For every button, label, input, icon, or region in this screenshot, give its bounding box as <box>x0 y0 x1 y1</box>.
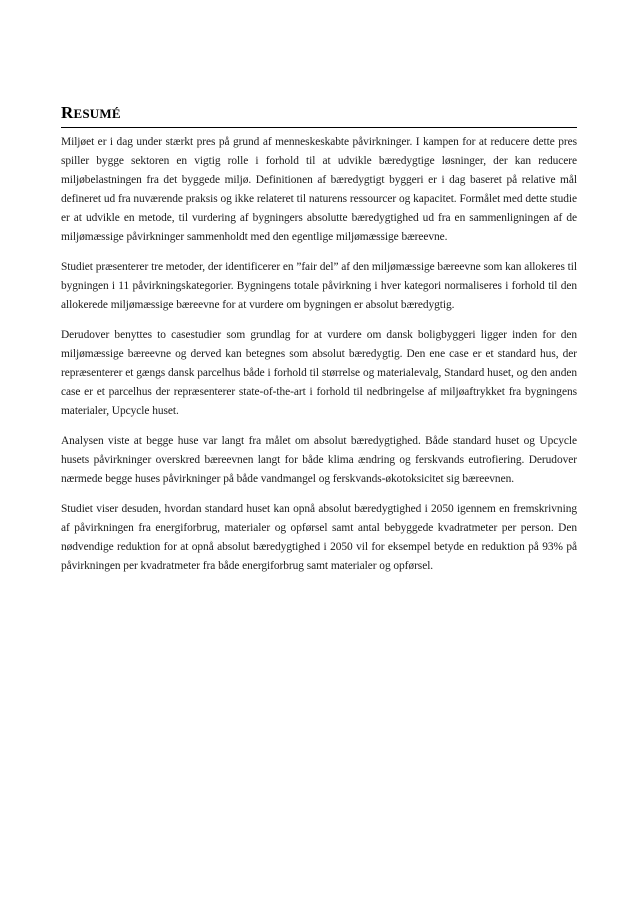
paragraph-methods: Studiet præsenterer tre metoder, der identificerer en ”fair del” af den miljømæssige bæreevne som kan allokeres til bygningen i 11 påvirkningskategorier. Bygningens totale påvirkning i hver kategori normaliseres i forhold til den allokerede miljømæssige bæreevne for at vurdere om bygningen er absolut bæredygtig. <box>61 261 577 311</box>
heading-underline <box>61 127 577 128</box>
section-heading-rest: ESUMÉ <box>73 106 121 121</box>
paragraph-intro: Miljøet er i dag under stærkt pres på grund af menneskeskabte påvirkninger. I kampen for at reducere dette pres spiller bygge sektoren en vigtig rolle i forhold til at udvikle bæredygtige løsninger, der kan reducere miljøbelastningen fra det byggede miljø. Definitionen af bæredygtigt byggeri er i dag baseret på relative mål defineret ud fra nuværende praksis og ikke relateret til naturens ressourcer og kapacitet. Formålet med dette studie er at udvikle en metode, til vurdering af bygningers absolutte bæredygtighed ud fra en sammenligningen af de miljømæssige påvirkninger sammenholdt med den egentlige miljømæssige bæreevne. <box>61 136 577 243</box>
section-heading <box>61 97 577 127</box>
section-heading-initial: R <box>61 103 74 122</box>
paragraph-projection: Studiet viser desuden, hvordan standard huset kan opnå absolut bæredygtighed i 2050 igennem en fremskrivning af påvirkningen fra energiforbrug, materialer og opførsel samt antal bebyggede kvadratmeter per person. Den nødvendige reduktion for at opnå absolut bæredygtighed i 2050 vil for eksempel betyde en reduktion på 93% på påvirkningen per kvadratmeter fra både energiforbrug samt materialer og opførsel. <box>61 503 577 572</box>
resume-section <box>61 97 577 587</box>
paragraph-analysis: Analysen viste at begge huse var langt fra målet om absolut bæredygtighed. Både standard huset og Upcycle husets påvirkninger overskred bæreevnen langt for både klima ændring og ferskvands eutrofiering. Derudover nærmede begge huses påvirkninger på både vandmangel og ferskvands-økotoksicitet sig bæreevnen. <box>61 435 577 485</box>
paragraph-case-studies: Derudover benyttes to casestudier som grundlag for at vurdere om dansk boligbyggeri ligger inden for den miljømæssige bæreevne og derved kan betegnes som absolut bæredygtig. Den ene case er et standard hus, der repræsenterer et gængs dansk parcelhus både i forhold til størrelse og materialevalg, Standard huset, og den anden case er et parcelhus der repræsenterer state-of-the-art i forhold til nedbringelse af miljøaftrykket fra bygningens materialer, Upcycle huset. <box>61 329 577 417</box>
